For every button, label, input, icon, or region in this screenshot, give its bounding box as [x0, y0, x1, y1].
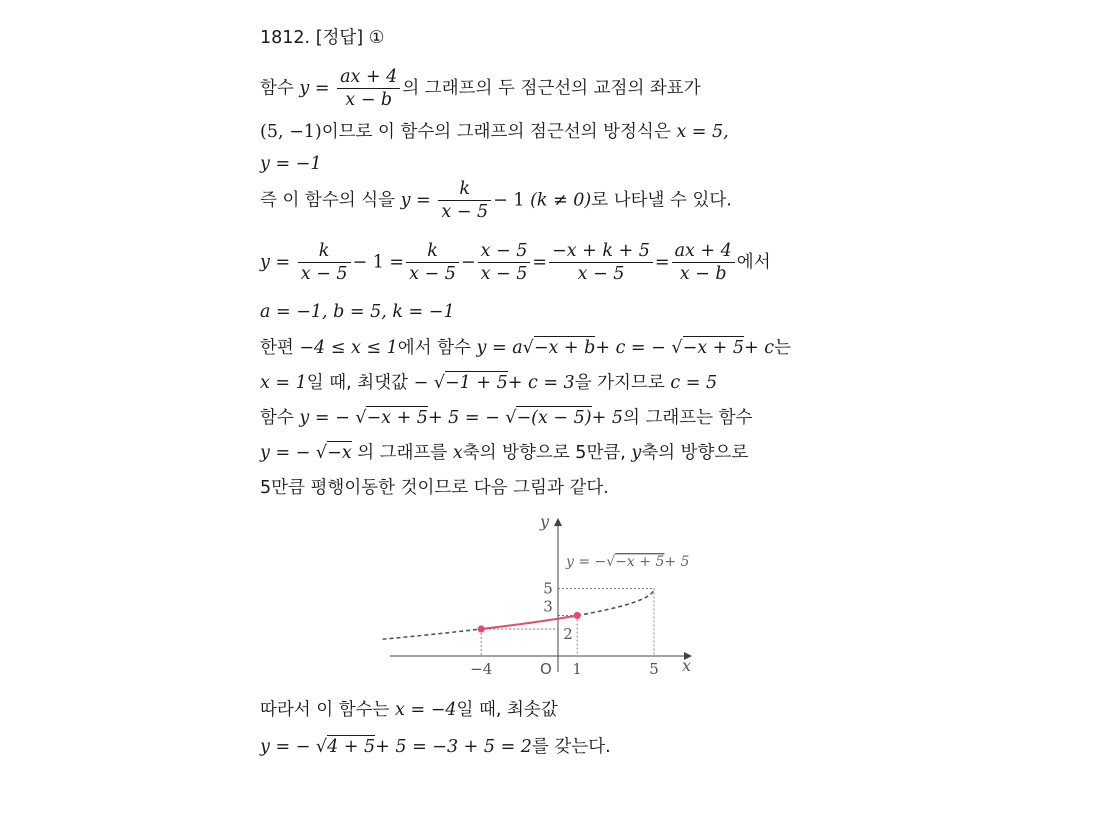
fraction — [672, 240, 735, 285]
problem-number: 1812. — [260, 28, 311, 48]
text: 의 그래프를 — [357, 443, 448, 463]
text: 일 때, 최댓값 — [306, 373, 409, 393]
math: y = − — [299, 408, 350, 428]
origin-label: O — [540, 660, 552, 678]
x-tick-label: 1 — [572, 660, 582, 678]
curve-label — [565, 554, 690, 570]
radicand: −x — [327, 443, 352, 463]
denominator: x − 5 — [577, 264, 625, 284]
denominator: x − 5 — [441, 202, 489, 222]
radical-sign: √ — [505, 408, 517, 428]
text: 따라서 이 함수는 — [260, 700, 390, 720]
math: y = — [260, 252, 291, 273]
curve-label-prefix: y = − — [566, 554, 607, 570]
numerator: k — [406, 240, 459, 263]
line-10 — [260, 441, 748, 465]
line-5 — [260, 240, 771, 285]
radical-sign: √ — [671, 338, 683, 358]
y-tick-label: 2 — [563, 625, 573, 643]
radicand: −(x − 5) — [516, 408, 592, 428]
text: 축의 방향으로 5만큼, — [462, 443, 626, 463]
math: = — [532, 252, 548, 273]
line-7 — [260, 336, 791, 360]
curve-label-radical: √ — [606, 554, 616, 570]
x-tick-label: −4 — [470, 660, 493, 678]
math: y = −1 — [260, 154, 322, 174]
math: (5, −1) — [260, 122, 322, 142]
text: 이므로 이 함수의 그래프의 점근선의 방정식은 — [321, 122, 671, 142]
text: 를 갖는다. — [531, 737, 611, 757]
line-3 — [260, 152, 321, 176]
function-graph — [380, 512, 710, 682]
curve-label-radicand: −x + 5 — [615, 554, 665, 570]
text: 로 나타낼 수 있다. — [591, 190, 732, 211]
text: 함수 — [260, 78, 294, 99]
line-9 — [260, 406, 752, 430]
line-11 — [260, 476, 609, 500]
radical-sign: √ — [522, 338, 534, 358]
text: 을 가지므로 — [574, 373, 665, 393]
math: a = −1, b = 5, k = −1 — [260, 302, 455, 322]
numerator: ax + 4 — [672, 240, 735, 263]
math: + 5 = −3 + 5 = 2 — [375, 737, 532, 757]
denominator: x − b — [345, 90, 393, 110]
problem-header — [260, 26, 384, 50]
radicand: −x + b — [533, 338, 596, 358]
denominator: x − 5 — [409, 264, 456, 284]
fraction — [406, 240, 459, 285]
math: + c = − — [595, 338, 666, 358]
math: x — [452, 443, 463, 463]
radical-sign: √ — [315, 443, 328, 463]
numerator: k — [438, 178, 491, 201]
line-6 — [260, 300, 455, 324]
line-1 — [260, 66, 701, 111]
curve-label-suffix: + 5 — [664, 554, 690, 570]
y-axis-label: y — [540, 512, 550, 531]
radical-sign: √ — [315, 737, 328, 757]
text: 일 때, 최솟값 — [456, 700, 558, 720]
math: x = 5, — [676, 122, 729, 142]
numerator: x − 5 — [478, 240, 531, 263]
text: 5만큼 평행이동한 것이므로 다음 그림과 같다. — [260, 478, 609, 498]
fraction — [337, 66, 400, 111]
line-13 — [260, 735, 611, 759]
math: −4 ≤ x ≤ 1 — [299, 338, 398, 358]
text: 축의 방향으로 — [641, 443, 749, 463]
line-12 — [260, 698, 558, 722]
radical-sign: √ — [355, 408, 367, 428]
text: 함수 — [260, 408, 294, 428]
denominator: x − 5 — [480, 264, 528, 284]
math: y — [631, 443, 642, 463]
math: y = — [400, 190, 431, 211]
radical-sign: √ — [433, 373, 445, 393]
numerator: ax + 4 — [337, 66, 400, 89]
answer-value: ① — [368, 28, 385, 48]
math: + 5 — [591, 408, 623, 428]
math: y = — [299, 78, 330, 99]
text: 에서 함수 — [397, 338, 471, 358]
text: 의 그래프는 함수 — [622, 408, 753, 428]
y-tick-label: 3 — [543, 597, 553, 616]
math: x = 1 — [260, 373, 307, 393]
math: y = − — [260, 737, 311, 757]
math: + c = 3 — [507, 373, 575, 393]
graph-point-2 — [574, 612, 581, 619]
math: − — [460, 252, 476, 273]
fraction — [478, 240, 531, 285]
text: 에서 — [736, 252, 771, 273]
math: + c — [744, 338, 775, 358]
math: c = 5 — [670, 373, 718, 393]
math: − 1 — [493, 190, 525, 211]
x-tick-label: 5 — [649, 660, 659, 678]
text: 한편 — [260, 338, 294, 358]
answer-label: [정답] — [315, 28, 364, 48]
numerator: k — [298, 240, 351, 263]
math: y = a — [476, 338, 523, 358]
math: (k ≠ 0) — [530, 190, 592, 211]
denominator: x − 5 — [300, 264, 348, 284]
line-8 — [260, 371, 717, 395]
x-axis-label: x — [682, 656, 692, 675]
guide-lines — [481, 589, 654, 657]
numerator: −x + k + 5 — [549, 240, 653, 263]
math: − — [413, 373, 429, 393]
graph-point-1 — [478, 625, 485, 632]
radicand: −1 + 5 — [445, 373, 508, 393]
denominator: x − b — [679, 264, 727, 284]
math: y = − — [260, 443, 311, 463]
text: 는 — [774, 338, 791, 358]
line-4 — [260, 178, 732, 223]
fraction — [298, 240, 351, 285]
fraction — [549, 240, 653, 285]
y-tick-label: 5 — [543, 579, 553, 598]
radicand: −x + 5 — [366, 408, 428, 428]
radicand: −x + 5 — [682, 338, 745, 358]
math: + 5 = − — [427, 408, 500, 428]
function-curve — [380, 589, 654, 640]
line-2 — [260, 120, 729, 144]
text: 즉 이 함수의 식을 — [260, 190, 396, 211]
radicand: 4 + 5 — [327, 737, 376, 757]
fraction — [438, 178, 491, 223]
math: = — [654, 252, 670, 273]
math: − 1 = — [352, 252, 405, 273]
math: x = −4 — [395, 700, 457, 720]
text: 의 그래프의 두 점근선의 교점의 좌표가 — [402, 78, 701, 99]
